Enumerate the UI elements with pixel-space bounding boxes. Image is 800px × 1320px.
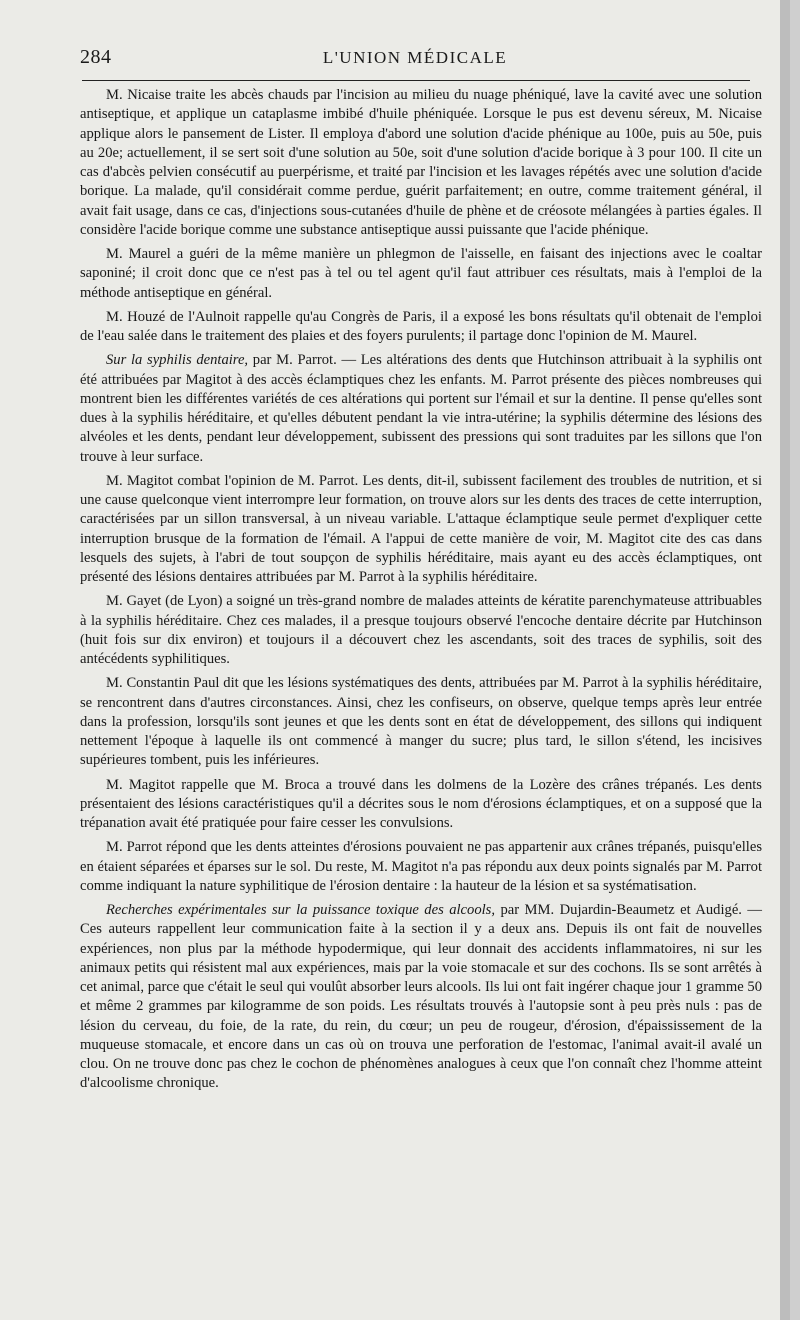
paragraph-text: M. Magitot combat l'opinion de M. Parrot. Les dents, dit-il, subissent facilement des troubles de nutrition, et si une cause quelconque vient interrompre leur formation, on trouve alors sur les dents des traces de cette interruption, caractérisées par un sillon transversal, à un niveau variable. L'attaque éclamptique seule permet d'expliquer cette interruption brusque de la formation de l'émail. A l'appui de cette manière de voir, M. Magitot cite des cas dans lesquels des sujets, à l'abri de tout soupçon de syphilis héréditaire, mais ayant eu des accès éclamptiques, ont présenté des lésions dentaires attribuées par M. Parrot à la syphilis héréditaire. <box>80 472 762 585</box>
paragraph-houze <box>80 308 762 347</box>
paragraph-text: M. Magitot rappelle que M. Broca a trouvé dans les dolmens de la Lozère des crânes trépanés. Les dents présentaient des lésions caractéristiques qu'il a décrites sous le nom d'érosions éclamptiques, et on a supposé que la trépanation avait été pratiquée pour faire cesser les convulsions. <box>80 776 762 831</box>
paragraph-text: M. Constantin Paul dit que les lésions systématiques des dents, attribuées par M. Parrot à la syphilis héréditaire, se rencontrent dans d'autres circonstances. Ainsi, chez les confiseurs, on observe, quelque temps après leur entrée dans la profession, lorsqu'ils sont jeunes et que les dents sont en état de développement, des sillons qui indiquent nettement l'époque à laquelle ils ont commencé à manger du sucre; plus tard, le sillon s'étend, les incisives supérieures tombent, puis les inférieures. <box>80 675 762 769</box>
journal-title: L'UNION MÉDICALE <box>322 48 508 67</box>
paragraph-parrot-reply <box>80 838 762 896</box>
section-heading: Sur la syphilis dentaire, <box>106 352 249 369</box>
paragraph-magitot-broca <box>80 776 762 834</box>
paragraph-constantin-paul <box>80 674 762 770</box>
paragraph-maurel <box>80 245 762 303</box>
paragraph-text: M. Maurel a guéri de la même manière un phlegmon de l'aisselle, en faisant des injections avec le coaltar saponiné; il croit donc que ce n'est pas à tel ou tel agent qu'il faut attribuer ces résultats, mais à l'emploi de la méthode antiseptique en général. <box>80 246 762 301</box>
paragraph-text: M. Houzé de l'Aulnoit rappelle qu'au Congrès de Paris, il a exposé les bons résultats qu'il obtenait de l'emploi de l'eau salée dans le traitement des plaies et des foyers purulents; il partage donc l'opinion de M. Maurel. <box>80 308 762 344</box>
running-header <box>80 46 750 72</box>
paragraph-magitot <box>80 472 762 588</box>
paragraph-gayet <box>80 592 762 669</box>
paragraph-text: par M. Parrot. — Les altérations des dents que Hutchinson attribuait à la syphilis ont été attribuées par Magitot à des accès éclamptiques chez les enfants. M. Parrot présente des pièces nombreuses qui montrent bien les différentes variétés de ces altérations qui portent sur l'émail et sur la dentine. Il pense qu'elles sont dues à la syphilis héréditaire, et qu'elles débutent pendant la vie intra-utérine; la syphilis détermine des lésions des alvéoles et les dents, pendant leur développement, subissent des pressions qui sont traduites par les sillons que l'on trouve à leur surface. <box>80 352 763 465</box>
paragraph-text: par MM. Dujardin-Beaumetz et Audigé. — Ces auteurs rappellent leur communication faite à la section il y a deux ans. Depuis ils ont fait de nouvelles expériences, non plus par la méthode hypodermique, qui leur donnait des accidents inflammatoires, ni sur les animaux petits qui résistent mal aux expériences, mais par la voie stomacale et sur des cochons. Ils se sont arrêtés à cet animal, parce que c'était le seul qui voulût absorber leurs alcools. Ils lui ont fait ingérer chaque jour 1 gramme 50 et même 2 grammes par kilogramme de son poids. Les résultats trouvés à l'autopsie sont à peu près nuls : pas de lésion du cerveau, du foie, de la rate, du rein, du cœur; un peu de rougeur, d'érosion, d'épaississement de la muqueuse stomacale, et encore dans un cas où on trouva une perforation de l'estomac, l'animal avait-il avalé un clou. On ne trouve donc pas chez le cochon de phénomènes analogues à ceux que l'on connaît chez l'homme atteint d'alcoolisme chronique. <box>80 902 762 1092</box>
page-number: 284 <box>80 46 112 68</box>
paragraph-text: M. Gayet (de Lyon) a soigné un très-grand nombre de malades atteints de kératite parenchymateuse attribuables à la syphilis héréditaire. Chez ces malades, il a presque toujours observé l'encoche dentaire décrite par Hutchinson (huit fois sur dix environ) et toujours il a découvert chez les ascendants, soit des traces de syphilis, soit des antécédents syphilitiques. <box>80 593 762 667</box>
paragraph-text: M. Nicaise traite les abcès chauds par l'incision au milieu du nuage phéniqué, lave la cavité avec une solution antiseptique, et applique un cataplasme imbibé d'huile phéniquée. Lorsque le pus est devenu séreux, M. Nicaise applique alors le pansement de Lister. Il employa d'abord une solution d'acide phénique au 100e, puis au 50e, puis au 20e; actuellement, il se sert soit d'une solution au 50e, soit d'une solution d'acide borique à 3 pour 100. Il cite un cas d'abcès pelvien consécutif au puerpérisme, et traité par l'incision et les lavages répétés avec une solution d'acide borique. La malade, qu'il considérait comme perdue, guérit parfaitement; en outre, comme traitement général, il avait fait usage, dans ce cas, d'injections sous-cutanées d'huile de phène et de créosote mélangées à parties égales. Il considère l'acide borique comme une substance antiseptique aussi puissante que l'acide phénique. <box>80 87 762 238</box>
paragraph-nicaise <box>80 86 762 240</box>
paragraph-alcools <box>80 901 762 1094</box>
article-body <box>80 86 762 1099</box>
paragraph-text: M. Parrot répond que les dents atteintes d'érosions pouvaient ne pas appartenir aux crânes trépanés, puisqu'elles en étaient séparées et éparses sur le sol. Du reste, M. Magitot n'a pas répondu aux deux points signalés par M. Parrot comme indiquant la nature syphilitique de l'érosion dentaire : la hauteur de la lésion et sa systématisation. <box>80 839 762 894</box>
paragraph-syphilis-dentaire <box>80 351 762 467</box>
section-heading: Recherches expérimentales sur la puissance toxique des alcools, <box>106 902 496 918</box>
header-rule <box>82 80 750 81</box>
